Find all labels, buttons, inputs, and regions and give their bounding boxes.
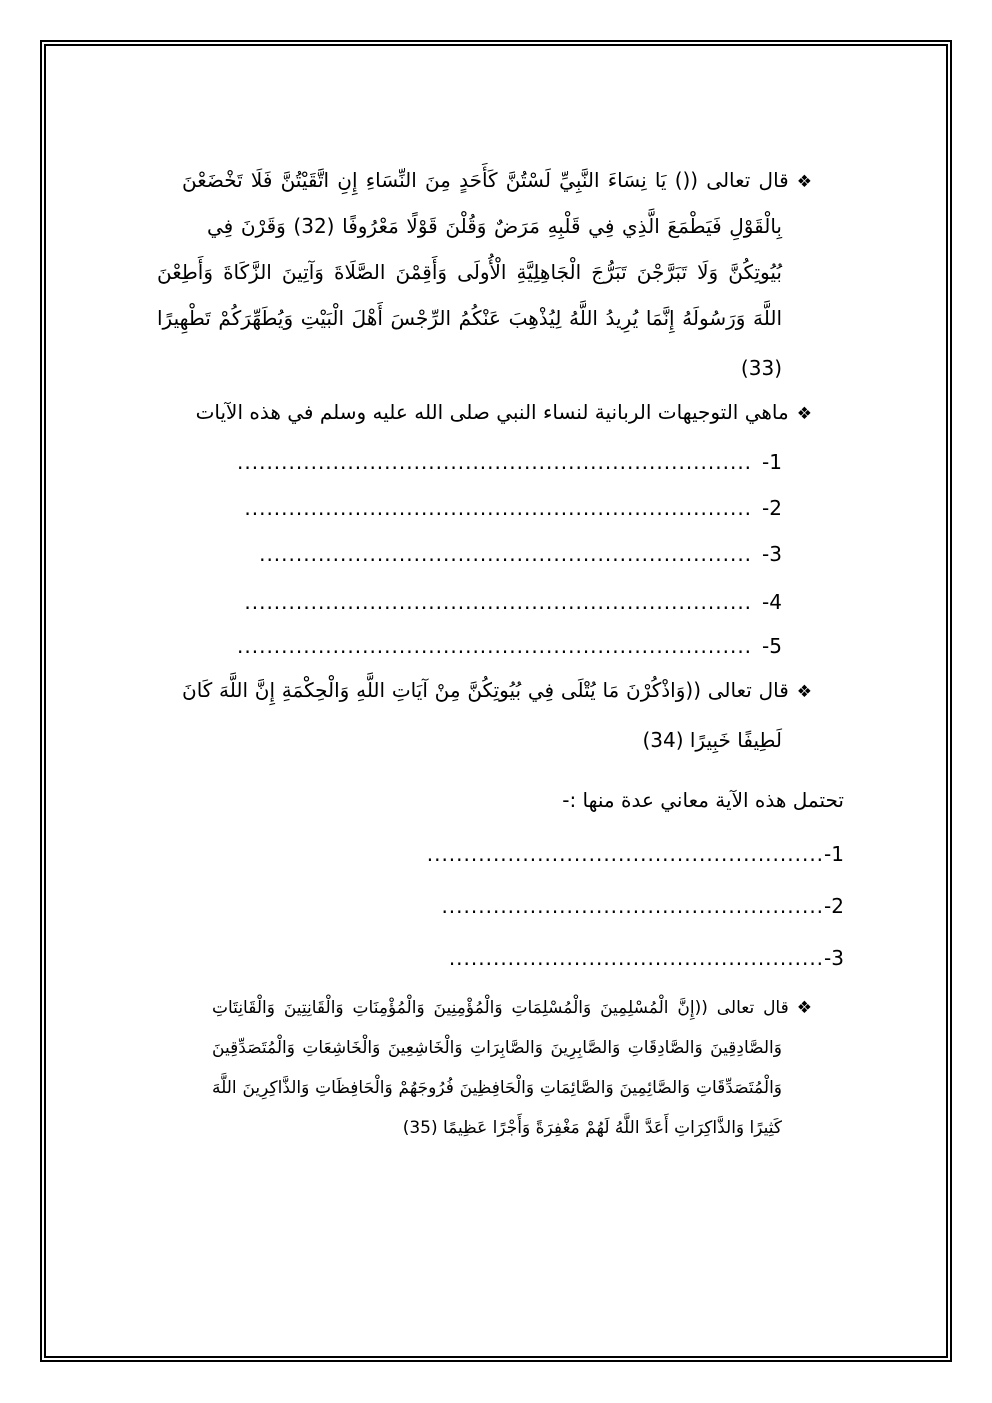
bullet-icon: ❖ — [796, 998, 812, 1018]
meaning-line-3: 3-................................................... — [448, 946, 844, 970]
answer-line-2: 2-..................................................................... — [244, 496, 782, 520]
answer-line-1: 1-...................................................................... — [237, 450, 782, 474]
bullet-icon: ❖ — [796, 404, 812, 424]
question-meanings: تحتمل هذه الآية معاني عدة منها :- — [562, 788, 844, 812]
answer-line-4: 4-..................................................................... — [244, 590, 782, 614]
verse-35-line-3: وَالْمُتَصَدِّقَاتِ وَالصَّائِمِينَ وَالصَّائِمَاتِ وَالْحَافِظِينَ فُرُوجَهُمْ وَالْحَافِظَاتِ وَالذَّاكِرِينَ اللَّهَ — [212, 1078, 782, 1098]
verse-35-line-2: وَالصَّادِقِينَ وَالصَّادِقَاتِ وَالصَّابِرِينَ وَالصَّابِرَاتِ وَالْخَاشِعِينَ وَالْخَاشِعَاتِ وَالْمُتَصَدِّقِينَ — [212, 1038, 782, 1058]
question-guidance: ❖ماهي التوجيهات الربانية لنساء النبي صلى الله عليه وسلم في هذه الآيات — [196, 398, 812, 428]
answer-line-3: 3-................................................................... — [259, 542, 782, 566]
verse-32-line-1: ❖قال تعالى (() يَا نِسَاءَ النَّبِيِّ لَسْتُنَّ كَأَحَدٍ مِنَ النِّسَاءِ إِنِ اتَّقَيْتُنَّ فَلَا تَخْضَعْنَ — [182, 166, 812, 196]
verse-34-line-1: ❖قال تعالى ((وَاذْكُرْنَ مَا يُتْلَى فِي بُيُوتِكُنَّ مِنْ آيَاتِ اللَّهِ وَالْحِكْمَةِ إِنَّ اللَّهَ كَانَ — [182, 676, 812, 706]
verse-35-line-4: كَثِيرًا وَالذَّاكِرَاتِ أَعَدَّ اللَّهُ لَهُمْ مَغْفِرَةً وَأَجْرًا عَظِيمًا (35) — [402, 1118, 782, 1138]
verse-32-line-2: بِالْقَوْلِ فَيَطْمَعَ الَّذِي فِي قَلْبِهِ مَرَضٌ وَقُلْنَ قَوْلًا مَعْرُوفًا (32) وَقَرْنَ فِي — [207, 214, 782, 238]
verse-33-line-3: بُيُوتِكُنَّ وَلَا تَبَرَّجْنَ تَبَرُّجَ الْجَاهِلِيَّةِ الْأُولَى وَأَقِمْنَ الصَّلَاةَ وَآتِينَ الزَّكَاةَ وَأَطِعْنَ — [157, 260, 782, 284]
verse-33-line-4: اللَّهَ وَرَسُولَهُ إِنَّمَا يُرِيدُ اللَّهُ لِيُذْهِبَ عَنْكُمُ الرِّجْسَ أَهْلَ الْبَيْتِ وَيُطَهِّرَكُمْ تَطْهِيرًا — [157, 306, 782, 330]
answer-line-5: 5-...................................................................... — [237, 634, 782, 658]
verse-33-end: (33) — [740, 356, 782, 380]
verse-34-line-2: لَطِيفًا خَبِيرًا (34) — [642, 728, 782, 752]
meaning-line-2: 2-.................................................... — [441, 894, 844, 918]
bullet-icon: ❖ — [796, 682, 812, 702]
verse-35-line-1: ❖قال تعالى ((إِنَّ الْمُسْلِمِينَ وَالْمُسْلِمَاتِ وَالْمُؤْمِنِينَ وَالْمُؤْمِنَاتِ وَالْقَانِتِينَ وَالْقَانِتَاتِ — [212, 998, 812, 1018]
meaning-line-1: 1-...................................................... — [426, 842, 844, 866]
bullet-icon: ❖ — [796, 172, 812, 192]
